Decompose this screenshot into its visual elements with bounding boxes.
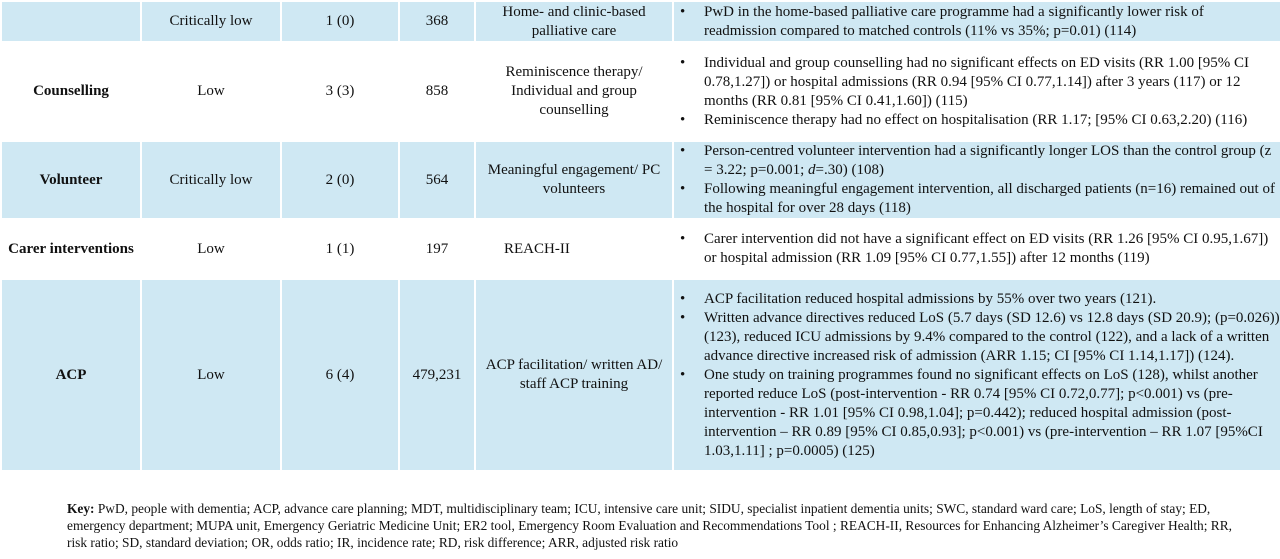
intervention-type-cell: REACH-II <box>475 219 673 279</box>
key-label: Key: <box>67 501 95 516</box>
participants-cell: 197 <box>399 219 475 279</box>
table-row <box>1 141 1280 219</box>
findings-cell <box>673 1 1280 42</box>
intervention-cell: ACP <box>1 279 141 471</box>
studies-cell: 6 (4) <box>281 279 399 471</box>
finding-item: • Reminiscence therapy had no effect on hospitalisation (RR 1.17; [95% CI 0.63,2.20) (116) <box>674 111 1280 130</box>
findings-list <box>674 230 1280 268</box>
intervention-cell: Counselling <box>1 42 141 141</box>
intervention-cell: Volunteer <box>1 141 141 219</box>
studies-cell: 1 (0) <box>281 1 399 42</box>
certainty-cell: Low <box>141 42 281 141</box>
intervention-cell <box>1 1 141 42</box>
intervention-type-cell: Meaningful engagement/ PC volunteers <box>475 141 673 219</box>
participants-cell: 368 <box>399 1 475 42</box>
finding-item: • PwD in the home-based palliative care programme had a significantly lower risk of readmission compared to matched controls (11% vs 35%; p=0.01) (114) <box>674 3 1280 41</box>
finding-item: • Individual and group counselling had no significant effects on ED visits (RR 1.00 [95% CI 0.78,1.27]) or hospital admissions (RR 0.94 [95% CI 0.77,1.14]) after 3 years (117) or 12 months (RR 0.81 [95% CI 0.41,1.60]) (115) <box>674 54 1280 111</box>
finding-text: Person-centred volunteer intervention had a significantly longer LOS than the control group (z = 3.22; p=0.001; <box>704 143 1272 178</box>
findings-list <box>674 3 1280 41</box>
table-row <box>1 219 1280 279</box>
participants-cell: 564 <box>399 141 475 219</box>
findings-list <box>674 290 1280 461</box>
findings-cell <box>673 219 1280 279</box>
findings-cell <box>673 42 1280 141</box>
table-row <box>1 279 1280 471</box>
intervention-type-cell: ACP facilitation/ written AD/ staff ACP training <box>475 279 673 471</box>
table-row <box>1 1 1280 42</box>
finding-item: • ACP facilitation reduced hospital admissions by 55% over two years (121). <box>674 290 1280 309</box>
finding-text: =.30) (108) <box>815 162 884 178</box>
studies-cell: 3 (3) <box>281 42 399 141</box>
certainty-cell: Low <box>141 279 281 471</box>
certainty-cell: Critically low <box>141 1 281 42</box>
findings-list <box>674 142 1280 218</box>
finding-item: • One study on training programmes found no significant effects on LoS (128), whilst another reported reduce LoS (post-intervention - RR 0.74 [95% CI 0.72,0.77]; p<0.001) vs (pre-intervention - RR 1.01 [95% CI 0.98,1.04]; p=0.442); reduced hospital admission (post-intervention – RR 0.89 [95% CI 0.85,0.93]; p<0.001) vs (pre-intervention – RR 1.07 [95%CI 1.03,1.11] ; p=0.0005) (125) <box>674 366 1280 461</box>
table-key <box>67 500 1247 551</box>
effect-size-symbol: d <box>808 162 816 178</box>
participants-cell: 479,231 <box>399 279 475 471</box>
intervention-cell: Carer interventions <box>1 219 141 279</box>
studies-cell: 2 (0) <box>281 141 399 219</box>
findings-cell <box>673 141 1280 219</box>
intervention-type-cell: Reminiscence therapy/ Individual and group counselling <box>475 42 673 141</box>
findings-cell <box>673 279 1280 471</box>
finding-item: • Following meaningful engagement intervention, all discharged patients (n=16) remained out of the hospital for over 28 days (118) <box>674 180 1280 218</box>
studies-cell: 1 (1) <box>281 219 399 279</box>
certainty-cell: Low <box>141 219 281 279</box>
key-text: PwD, people with dementia; ACP, advance care planning; MDT, multidisciplinary team; ICU, intensive care unit; SIDU, specialist inpatient dementia units; SWC, standard ward care; LoS, length of stay; ED, emergency department; MUPA unit, Emergency Geriatric Medicine Unit; ER2 tool, Emergency Room Evaluation and Recommendations Tool ; REACH-II, Resources for Enhancing Alzheimer’s Caregiver Health; RR, risk ratio; SD, standard deviation; OR, odds ratio; IR, incidence rate; RD, risk difference; ARR, adjusted risk ratio <box>67 501 1233 550</box>
certainty-cell: Critically low <box>141 141 281 219</box>
intervention-type-cell: Home- and clinic-based palliative care <box>475 1 673 42</box>
finding-item: • Written advance directives reduced LoS (5.7 days (SD 12.6) vs 12.8 days (SD 20.9); (p=0.026)) (123), reduced ICU admissions by 9.4% compared to the control (122), and a lack of a written advance directive increased risk of admission (ARR 1.15; CI [95% CI 1.14,1.17]) (124). <box>674 309 1280 366</box>
finding-item <box>674 142 1280 180</box>
table-row <box>1 42 1280 141</box>
participants-cell: 858 <box>399 42 475 141</box>
finding-item: • Carer intervention did not have a significant effect on ED visits (RR 1.26 [95% CI 0.95,1.67]) or hospital admission (RR 1.09 [95% CI 0.77,1.55]) after 12 months (119) <box>674 230 1280 268</box>
findings-list <box>674 54 1280 130</box>
